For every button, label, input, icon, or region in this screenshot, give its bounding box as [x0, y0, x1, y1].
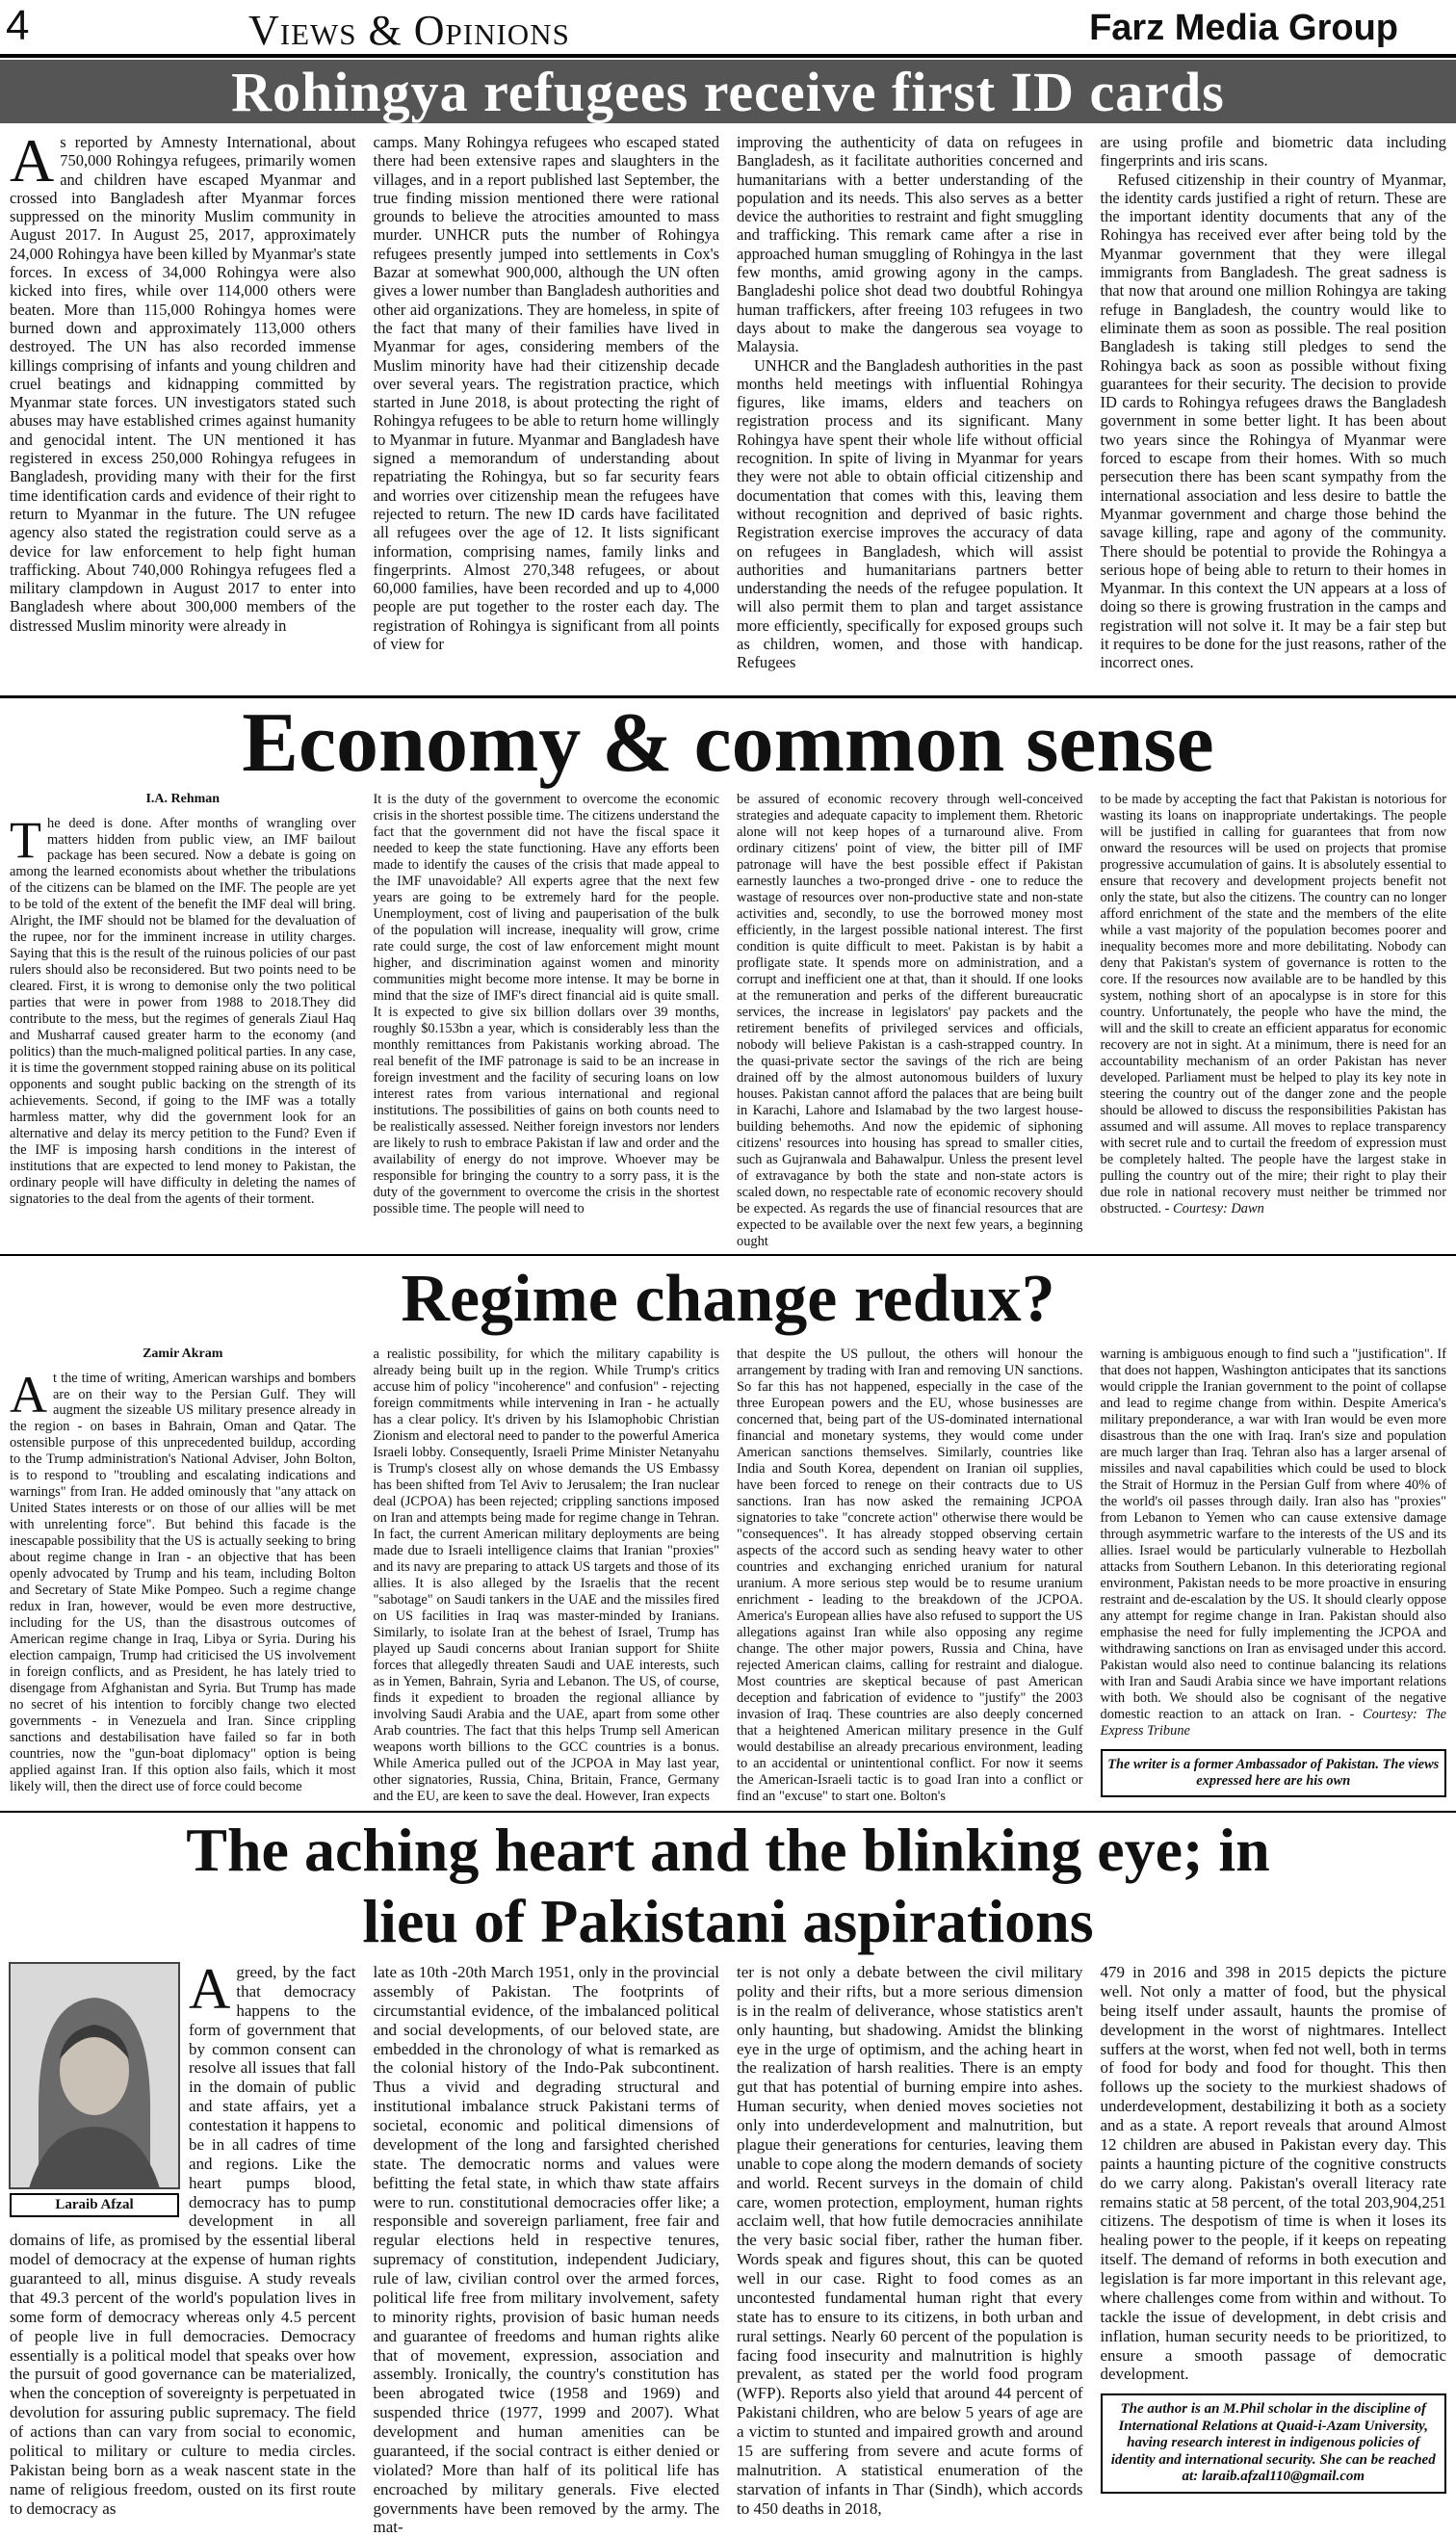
- article1-col3b-text: UNHCR and the Bangladesh authorities in the past months held meetings with influential Rohingya figures, like imams, elders and teachers on registration process and its significant. Many Rohingya have spent their whole life without official recognition. In spite of living in Myanmar for years they were not able to obtain official citizenship and documentation that comes with this, leaving them without recognition and deprived of basic rights. Registration exercise improves the accuracy of data on refugees in Bangladesh, which will assist authorities and humanitarians partners better understanding the needs of the refugee population. It will also permit them to plan and target assistance more efficiently, specifically for exposed groups such as children, women, and those with handicap. Refugees: [737, 355, 1083, 672]
- article3-col4-text: warning is ambiguous enough to find such a "justification". If that does not happen, Washington anticipates that its sanctions would cripple the Iranian government to the point of collapse and lead to regime change from within. Despite America's military preponderance, a war with Iran would be even more disastrous than the one with Iraq. Iran's size and population are much larger than Iraq. Tehran also has a larger arsenal of missiles and naval capabilities which could be used to block the Strait of Hormuz in the Persian Gulf from where 40% of the world's oil passes through daily. Iran also has "proxies" from Lebanon to Yemen who can cause extensive damage through asymmetric warfare to the interests of the US and its allies. Israel would be particularly vulnerable to Hezbollah attacks from Southern Lebanon. In this deteriorating regional environment, Pakistan needs to be more proactive in ensuring restraint and de-escalation by the US. It should clearly oppose any attempt for regime change in Iran. Pakistan should also emphasise the need for fully implementing the JCPOA and withdrawing sanctions on Iran as envisaged under this accord. Pakistan would also need to continue balancing its relations with Iran and Saudi Arabia since we have important relations with both. We should also be cognisant of the negative domestic reaction to an attack on Iran. -: [1100, 1347, 1446, 1722]
- article3-body: [10, 1347, 1446, 1809]
- article1-drop-cap: A: [10, 126, 55, 195]
- article4-author-note: The author is an M.Phil scholar in the discipline of International Relations at Quaid-i-Azam University, having research interest in indigenous policies of identity and international security. She can be reached at: laraib.afzal110@gmail.com: [1101, 2393, 1447, 2494]
- article1-col2: [374, 133, 720, 692]
- article3-col4: [1101, 1347, 1447, 1809]
- article2-col1-text: he deed is done. After months of wrangling over matters hidden from public view, an IMF bailout package has been secured. Now a debate is going on among the learned economists about whether the tribulations of the citizens can be blamed on the IMF. The people are yet to be told of the extent of the benefit the IMF deal will bring. Alright, the IMF should not be blamed for the devaluation of the rupee, nor for the imminent increase in utility charges. Saying that this is the result of the ruinous policies of our past rulers should also be reconsidered. But two points need to be cleared. First, it is wrong to demonise only the two political parties that were in power from 1988 to 2018.They did contribute to the mess, but the regimes of generals Ziaul Haq and Musharraf caused greater harm to the economy (and politics) than the much-maligned political parties. In any case, it is time the government stopped raining abuse on its political opponents and sought public backing on the strength of its achievements. Second, if going to the IMF was a totally harmless matter, why did the government look for an alternative and delay its mercy petition to the Fund? Even if the IMF is imposing harsh conditions in the interest of institutions that are expected to lend money to Pakistan, the ordinary people will have difficulty in deleting the names of signatories to the deal from the agents of their torment.: [10, 815, 356, 1208]
- article4-col3-text: ter is not only a debate between the civil military polity and their rifts, but a more serious dimension is in the realm of deliverance, whose statistics aren't only haunting, but shadowing. Amidst the blinking eye in the urge of optimism, and the aching heart in the realization of harsh realities. There is an empty gut that has potential of burning empire into ashes. Human security, when denied moves societies not only into underdevelopment and malnutrition, but plague their generations for centuries, leaving them unable to cope along the modern demands of society and world. Recent surveys in the domain of child care, women protection, employment, human rights acclaim well, that how futile democracies annihilate the very basic social fiber, rather the human fiber. Words speak and figures shout, this can be quoted well in our case. Right to food comes as an uncontested fundamental human right that every state has to ensure to its citizens, in both urban and rural settings. Nearly 60 percent of the population is facing food insecurity and malnutrition is highly prevalent, as stated per the world food program (WFP). Reports also yield that around 44 percent of Pakistani children, who are below 5 years of age are a victim to stunted and impaired growth and around 15 are suffering from severe and acute forms of malnutrition. A statistical enumeration of the starvation of infants in Thar (Sindh), which accords to 450 deaths in 2018,: [737, 1963, 1083, 2518]
- article2-col3-text: be assured of economic recovery through well-conceived strategies and adequate capacity to implement them. Rhetoric alone will not keep hopes of a turnaround alive. From ordinary citizens' point of view, the bitter pill of IMF patronage will have the best possible effect if Pakistan earnestly launches a two-pronged drive - one to reduce the wastage of resources over non-productive state and non-state activities and, secondly, to use the borrowed money most efficiently, in the largest possible national interest. The first condition is quite difficult to meet. Pakistan is by habit a profligate state. It spends more on administration, and a corrupt and inefficient one at that, than it should. If one looks at the remuneration and perks of the different bureaucratic services, the increase in legislators' pay packets and the retirement benefits of privileged services and officials, nobody will believe Pakistan is a cash-strapped country. In the quasi-private sector the savings of the rich are being drained off by the almost autonomous builders of luxury houses. Pakistan cannot afford the palaces that are being built in Karachi, Lahore and Islamabad by the two largest house-building behemoths. And now the epidemic of siphoning citizens' resources into housing has spread to smaller cities, such as Gujranwala and Bahawalpur. Unless the present level of extravagance by both the state and non-state actors is scaled down, no respectable rate of economic recovery should be expected. As regards the use of financial resources that are expected to be available over the next few years, a beginning ought: [737, 792, 1083, 1249]
- article4-col4-text: 479 in 2016 and 398 in 2015 depicts the picture well. Not only a matter of food, but the physical being itself under assault, haunts the promise of development in the worst of nightmares. Intellect suffers at the worst, when fed not well, both in terms of food for body and food for thought. This then follows up the society to the murkiest shadows of underdevelopment, destabilizing it both as a society and as a state. A report reveals that around Almost 12 children are abused in Pakistan every day. This paints a haunting picture of the cognitive constructs do we carry along. Pakistan's overall literacy rate remains static at 58 percent, of the total 203,904,251 citizens. The despotism of time is when it loses its healing power to the people, if it keeps on repeating itself. The demand of reforms in both execution and legislation is far more important in this relevant age, where challenges come from within and without. To tackle the issue of development, in debt crisis and inflation, human security needs to be prioritized, to ensure a smooth passage of democratic development.: [1100, 1963, 1446, 2384]
- article4-body: [10, 1957, 1446, 2537]
- section-title: Views & Opinions: [248, 7, 570, 54]
- article4-col2: [373, 1963, 720, 2537]
- article2-title: Economy & common sense: [242, 696, 1214, 790]
- article4-drop-cap: A: [189, 1957, 231, 2021]
- article4-col4: [1101, 1963, 1447, 2493]
- article4-col3: [737, 1963, 1083, 2518]
- article1-col4: [1101, 133, 1447, 692]
- author-photo-block: [10, 1963, 179, 2217]
- header-rule: [0, 54, 1456, 58]
- article1-col1-text: s reported by Amnesty International, about 750,000 Rohingya refugees, primarily women and children have escaped Myanmar and crossed into Bangladesh after Myanmar forces suppressed on the minority Muslim community in August 2017. In August 25, 2017, approximately 24,000 Rohingya have been killed by Myanmar's state forces. In excess of 34,000 Rohingya were also kicked into fires, while over 114,000 others were beaten. More than 115,000 Rohingya homes were burned down and approximately 113,000 others destroyed. The UN has also recorded immense killings comprising of infants and young children and cruel beatings and kidnapping committed by Myanmar state forces. UN investigators stated such abuses may have established crimes against humanity and genocidal intent. The UN mentioned it has registered in excess 250,000 Rohingya refugees in Bangladesh, providing many with their for the first time identification cards and evidence of their right to return to Myanmar in the future. The UN refugee agency also stated the registration could serve as a device for law enforcement to help fight human trafficking. About 740,000 Rohingya refugees fled a military clampdown in August 2017 to enter into Bangladesh where about 300,000 members of the distressed Muslim minority were already in: [10, 133, 356, 635]
- article2-col1: [10, 792, 356, 1252]
- article2-drop-cap: T: [10, 810, 41, 869]
- article3-byline: Zamir Akram: [143, 1347, 223, 1361]
- article2-col4-text: to be made by accepting the fact that Pakistan is notorious for wasting its loans on inappropriate undertakings. The people will be justified in calling for guarantees that from now onward the resources will be used on projects that promise progressive accumulation of gains. It is absolutely essential to ensure that recovery and development projects benefit not only the state, but also the citizens. The country can no longer afford enrichment of the state and the members of the elite while a vast majority of the population becomes poorer and inequality becomes more and more debilitating. Nobody can deny that Pakistan's system of governance is rotten to the core. If the resources now available are to be handled by this system, nothing short of an apocalypse is in store for this country. Unfortunately, the people who have the mind, the will and the skill to create an efficient apparatus for economic recovery are not in sight. At a minimum, there is need for an accountability mechanism of an order Pakistan has never developed. Parliament must be helped to play its key note in steering the country out of the danger zone and the people should be allowed to discuss the responsibilities Pakistan has assumed and will assume. All moves to replace transparency with secret rule and to curtail the freedom of expression must be completely halted. The people have the largest stake in pulling the country out of the mire; their right to play their due role in national recovery must neither be trimmed nor obstructed. -: [1100, 792, 1446, 1216]
- article1-title: Rohingya refugees receive first ID cards: [0, 60, 1456, 123]
- article3-col2-text: a realistic possibility, for which the military capability is already being built up in the region. While Trump's critics accuse him of policy "incoherence" and confusion" - rejecting foreign commitments while intervening in Iran - he actually has a clear policy. It's driven by his Islamophobic Christian Zionism and electoral need to pander to the powerful America Israeli lobby. Consequently, Israeli Prime Minister Netanyahu is Trump's closest ally on whose demands the US Embassy has been shifted from Tel Aviv to Jerusalem; the Iran nuclear deal (JCPOA) has been rejected; crippling sanctions imposed on Iran and attempts being made for regime change in Tehran. In fact, the current American military deployments are being made due to Israeli intelligence claims that Iranian "proxies" and its navy are preparing to attack US targets and those of its allies. It is also alleged by the Israelis that the recent "sabotage" on Saudi tankers in the UAE and the missiles fired on US facilities in Iraq was master-minded by Iranians. Similarly, to isolate Iran at the behest of Israel, Trump has played up Saudi concerns about Iranian support for Shiite forces that allegedly threaten Saudi and UAE interests, such as in Yemen, Bahrain, Syria and Lebanon. The US, of course, finds it expedient to broaden the regional alliance by involving Saudi Arabia and the UAE, apart from some other Arab countries. The fact that this helps Trump sell American weapons worth billions to the GCC countries is a bonus. While America pulled out of the JCPOA in May last year, other signatories, Russia, China, Britain, France, Germany and the EU, are keen to save the deal. However, Iran expects: [373, 1347, 719, 1804]
- article4-title-line2: lieu of Pakistani aspirations: [362, 1887, 1094, 1955]
- article1-body: [10, 126, 1446, 692]
- article1-col3: [737, 133, 1083, 692]
- article4-title-line1: The aching heart and the blinking eye; in: [186, 1816, 1270, 1884]
- article4-col1: [10, 1957, 356, 2518]
- article2-body: [10, 792, 1446, 1252]
- article2-col4: [1101, 792, 1447, 1252]
- article1-col1: [10, 126, 356, 692]
- article3-drop-cap: A: [10, 1365, 47, 1424]
- page-number: 4: [6, 2, 30, 49]
- article1-col2-text: camps. Many Rohingya refugees who escaped stated there had been extensive rapes and slaughters in the villages, and in a report published last September, the true finding mission mentioned there were rational grounds to believe the atrocities amounted to mass murder. UNHCR puts the number of Rohingya refugees presently jumped into settlements in Cox's Bazar at somewhat 900,000, although the UN often gives a lower number than Bangladesh authorities and other aid organizations. They are homeless, in spite of the fact that many of their families have lived in Myanmar for ages, considering members of the Muslim minority have had their citizenship decade over several years. The registration practice, which started in June 2018, is about protecting the right of Rohingya refugees to be able to return home willingly to Myanmar in future. Myanmar and Bangladesh have signed a memorandum of understanding about repatriating the Rohingya, but so far security fears and worries over citizenship mean the refugees have rejected to return. The new ID cards have facilitated all refugees over the age of 12. It lists significant information, comprising names, family links and fingerprints. Almost 270,348 refugees, or about 60,000 families, have been recorded and up to 4,000 people are put together to the roster each day. The registration of Rohingya is significant from all points of view for: [373, 133, 719, 654]
- article3-divider: [0, 1811, 1456, 1813]
- article4-title: [0, 1815, 1456, 1957]
- article2-col2: [374, 792, 720, 1252]
- publisher-name: Farz Media Group: [1089, 8, 1398, 48]
- article3-col3-text: that despite the US pullout, the others will honour the arrangement by trading with Iran and removing UN sanctions. So far this has not happened, especially in the case of the three European powers and the EU, whose businesses are concerned that, being part of the US-dominated international financial and monetary systems, they would come under American sanctions themselves. Similarly, countries like India and South Korea, dependent on Iranian oil supplies, have been forced to renege on their contracts due to US sanctions. Iran has now asked the remaining JCPOA signatories to take "concrete action" otherwise there would be "consequences". It has already stopped observing certain aspects of the accord such as sending heavy water to other countries and exchanging enriched uranium for natural uranium. A more serious step would be to resume uranium enrichment - leading to the breakdown of the JCPOA. America's European allies have also refused to support the US allegations against Iran while also opposing any regime change. The other major powers, Russia and China, have rejected American claims, calling for restraint and dialogue. Most countries are skeptical because of past American deception and fabrication of evidence to "justify" the 2003 invasion of Iraq. These countries are also deeply concerned that a heightened American military presence in the Gulf would destabilise an already precarious environment, leading to an accidental or unintentional conflict. For now it seems the American-Israeli tactic is to goad Iran into a conflict or find an "excuse" to start one. Bolton's: [737, 1347, 1083, 1804]
- author-portrait: [10, 1963, 179, 2188]
- article2-courtesy: Courtesy: Dawn: [1173, 1200, 1264, 1216]
- article1-col4-text: are using profile and biometric data including fingerprints and iris scans.: [1100, 133, 1446, 170]
- article3-author-note: The writer is a former Ambassador of Pakistan. The views expressed here are his own: [1101, 1749, 1447, 1797]
- article3-col3: [737, 1347, 1083, 1809]
- article2-byline: I.A. Rehman: [145, 792, 221, 806]
- article3-courtesy: Courtesy: The Express Tribune: [1100, 1706, 1446, 1739]
- article3-col1-text: t the time of writing, American warships and bombers are on their way to the Persian Gulf. They will augment the sizeable US military presence already in the region - on bases in Bahrain, Oman and Qatar. The ostensible purpose of this unprecedented buildup, according to the Trump administration's National Adviser, John Bolton, is to respond to "troubling and escalating indications and warnings" from Iran. He added ominously that "any attack on United States interests or on those of our allies will be met with unrelenting force". But behind this facade is the inescapable possibility that the US is actually seeking to bring about regime change in Iran - an objective that has been openly advocated by Trump and his team, including Bolton and Secretary of State Mike Pompeo. Such a regime change redux in Iran, however, would be even more destructive, including for the US, than the disastrous outcomes of American regime change in Iraq, Libya or Syria. During his election campaign, Trump had criticised the US involvement in foreign conflicts, and as President, he has lately tried to disengage from Afghanistan and Syria. But Trump has made no secret of his intention to forcibly change two elected governments - in Venezuela and Iran. Since crippling sanctions and destabilisation have failed so far in both countries, now the "gun-boat diplomacy" option is being applied against Iran. If this option also fails, which it most likely will, then the direct use of force could become: [10, 1370, 356, 1795]
- article3-title: Regime change redux?: [401, 1262, 1055, 1336]
- article4-col2-text: late as 10th -20th March 1951, only in the provincial assembly of Pakistan. The footprints of circumstantial evidence, of the imbalanced political and social developments, of our beloved state, are embedded in the chronology of what is remarked as the colonial history of the Indo-Pak subcontinent. Thus a vivid and degrading structural and institutional imbalance struck Pakistani terms of societal, economic and political dimensions of development of the long and farsighted cherished state. The democratic norms and values were befitting the fetal state, in which thaw state affairs were to run. constitutional democracies offer like; a responsible and sovereign parliament, free fair and regular elections held in respective tenures, supremacy of constitution, independent Judiciary, rule of law, civilian control over the armed forces, political life free from military involvement, safety to minority rights, provision of basic human needs and guarantee of freedoms and human rights alike that of movement, expression, association and assembly. Ironically, the country's constitution has been abrogated twice (1958 and 1969) and suspended thrice (1977, 1999 and 2007). What development and human amenities can be guaranteed, if the social contract is either denied or violated? More than half of its political life has encroached by military generals. Five elected governments have been removed by the army. The mat-: [373, 1963, 719, 2537]
- article3-col2: [374, 1347, 720, 1809]
- article1-col3-text: improving the authenticity of data on refugees in Bangladesh, as it facilitate authorities concerned and humanitarians with a better understanding of the population and its needs. This also serves as a better device the authorities to restraint and fight smuggling and trafficking. This remark came after a rise in approached human smuggling of Rohingya in the last few months, amid growing agony in the camps. Bangladeshi police shot dead two doubtful Rohingya human traffickers, after freeing 103 refugees in two days about to make the dangerous sea voyage to Malaysia.: [737, 133, 1083, 356]
- article3-col1: [10, 1347, 356, 1809]
- article1-col4b-text: Refused citizenship in their country of Myanmar, the identity cards justified a right of return. These are the important identity documents that any of the Rohingya has received ever after being told by the Myanmar government that they were illegal immigrants from Bangladesh. The great sadness is that now that around one million Rohingya are taking refuge in Bangladesh, the country would like to eliminate them as soon as possible. The real position Bangladesh is taking still pledges to send the Rohingya back as soon as possible without fixing guarantees for their security. The decision to provide ID cards to Rohingya refugees draws the Bangladesh government in some better light. It has been about two years since the Rohingya of Myanmar were forced to escape from their homes. With so much persecution there has been scant sympathy from the international association and less desire to battle the Myanmar government and charge those behind the savage killing, rape and agony of the community. There should be potential to provide the Rohingya a serious hope of being able to return to their homes in Myanmar. In this context the UN appears at a loss of doing so there is growing frustration in the camps and registration will not solve it. It may be a fair step but it requires to be done for the just reasons, rather of the incorrect ones.: [1100, 170, 1446, 672]
- article2-col3: [737, 792, 1083, 1252]
- article4-col1-text: greed, by the fact that democracy happens to the form of government that by common consent can resolve all issues that fall in the domain of public and state affairs, yet a contestation it happens to be in all cadres of time and regions. Like the heart pumps blood, democracy has to pump development in all domains of life, as promised by the essential liberal model of democracy at the expense of human rights guaranteed to all, minus disguise. A study reveals that 49.3 percent of the world's population lives in some form of democracy whereas only 4.5 percent of people live in full democracies. Democracy essentially is a political model that speaks over how the pursuit of good governance can be materialized, when the conception of sovereignty is perpetuated in devolution for assuring public supremacy. The field of actions than can vary from social to economic, political to military or culture to media circles. Pakistan being born as a weak nascent state in the name of religious freedom, ousted on its first route to democracy as: [10, 1963, 356, 2518]
- article2-col2-text: It is the duty of the government to overcome the economic crisis in the shortest possible time. The citizens understand the fact that the government did not have the fiscal space it needed to keep the state functioning. Have any efforts been made to identify the causes of the crisis that made appeal to the IMF unavoidable? All experts agree that the next few years are going to be extremely hard for the people. Unemployment, cost of living and pauperisation of the bulk of the population will increase, inequality will grow, crime rate could surge, the cost of law enforcement might mount higher, and discrimination against women and minority communities might become more intense. It may be borne in mind that the size of IMF's direct financial aid is quite small. It is expected to give six billion dollars over 39 months, roughly $0.153bn a year, which is considerably less than the monthly remittances from Pakistanis working abroad. The real benefit of the IMF patronage is said to be an increase in foreign investment and the facility of securing loans on low interest rates from various international and regional institutions. The possibilities of gains on both counts need to be realistically assessed. Neither foreign investors nor lenders are likely to rush to embrace Pakistan if law and order and the availability of energy do not improve. Whoever may be responsible for bringing the country to a sorry pass, it is the duty of the government to overcome the crisis in the shortest possible time. The people will need to: [373, 792, 719, 1216]
- author-name: Laraib Afzal: [10, 2193, 179, 2218]
